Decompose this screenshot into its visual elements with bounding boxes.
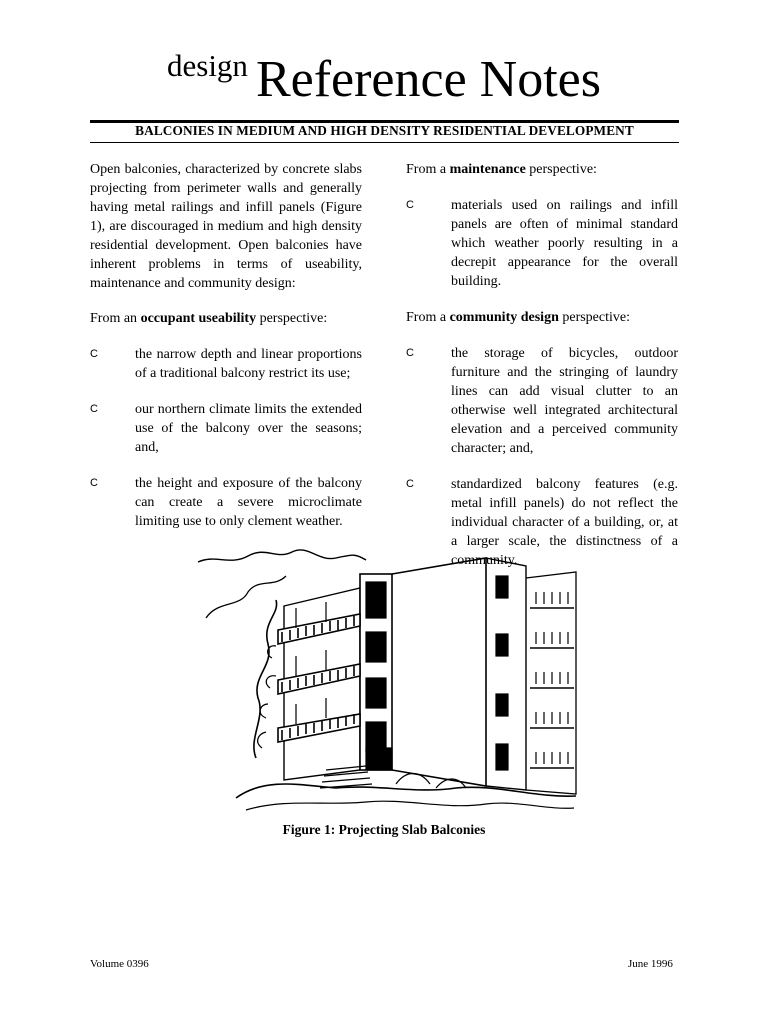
footer-volume: Volume 0396: [90, 958, 149, 970]
section-heading-useability: From an occupant useability perspective:: [90, 311, 328, 326]
left-column: [90, 160, 362, 548]
figure-caption: Figure 1: Projecting Slab Balconies: [282, 822, 486, 837]
list-item: C the narrow depth and linear proportions of a traditional balcony restrict its use;: [90, 347, 362, 381]
right-column: [406, 160, 678, 587]
bullet-marker: C: [406, 347, 414, 359]
bullet-marker: C: [90, 403, 98, 415]
masthead: [0, 48, 768, 109]
list-item: C our northern climate limits the extended use of the balcony over the seasons; and,: [90, 402, 362, 455]
bullet-marker: C: [90, 348, 98, 360]
list-item: C the height and exposure of the balcony can create a severe microclimate limiting use to only clement weather.: [90, 476, 362, 529]
document-subtitle: BALCONIES IN MEDIUM AND HIGH DENSITY RESIDENTIAL DEVELOPMENT: [135, 123, 634, 138]
section-heading-community: From a community design perspective:: [406, 310, 630, 325]
title-rule-bottom: [90, 142, 679, 143]
masthead-title: Reference Notes: [255, 51, 601, 108]
list-item: C standardized balcony features (e.g. metal infill panels) do not reflect the individual character of a building, or, at a larger scale, the distinctness of a community.: [406, 477, 678, 568]
intro-paragraph: Open balconies, characterized by concrete slabs projecting from perimeter walls and generally having metal railings and infill panels (Figure 1), are discouraged in medium and high density residential development. Open balconies have inherent problems in terms of useability, maintenance and community design:: [90, 162, 362, 291]
masthead-design: design: [167, 48, 248, 83]
bullet-marker: C: [406, 478, 414, 490]
list-item: C the storage of bicycles, outdoor furniture and the stringing of laundry lines can add visual clutter to an otherwise well integrated architectural elevation and a perceived community character; and,: [406, 346, 678, 456]
figure-building-illustration: [196, 548, 578, 818]
section-heading-maintenance: From a maintenance perspective:: [406, 162, 597, 177]
list-item: C materials used on railings and infill panels are often of minimal standard which weather poorly resulting in a decrepit appearance for the overall building.: [406, 198, 678, 289]
footer-date: June 1996: [628, 958, 673, 970]
bullet-marker: C: [406, 199, 414, 211]
bullet-marker: C: [90, 477, 98, 489]
